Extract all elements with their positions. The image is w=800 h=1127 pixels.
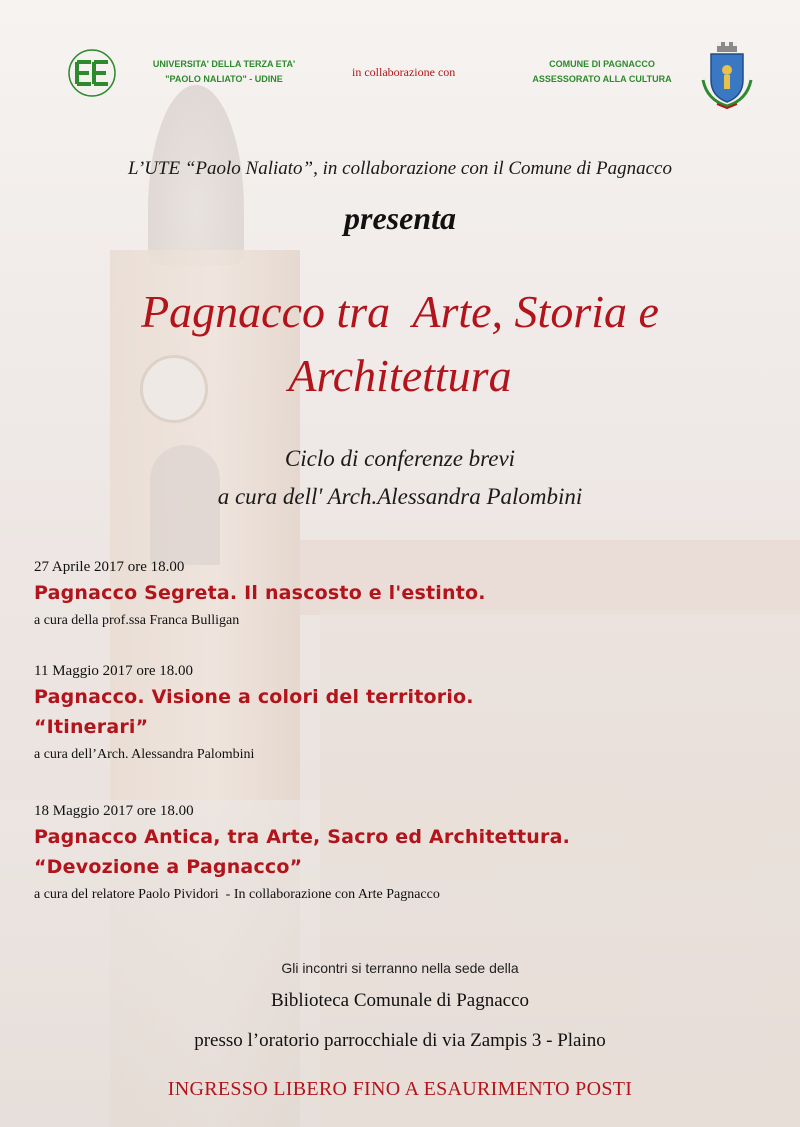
comune-organization xyxy=(497,57,707,87)
event-date: 27 Aprile 2017 ore 18.00 xyxy=(34,559,185,575)
header xyxy=(0,40,800,120)
intro-text: L’UTE “Paolo Naliato”, in collaborazione con il Comune di Pagnacco xyxy=(128,158,672,179)
event-subtitle: “Devozione a Pagnacco” xyxy=(34,856,303,878)
event-title: Pagnacco Segreta. Il nascosto e l'estinto. xyxy=(34,582,486,604)
event-2 xyxy=(34,660,774,766)
event-1 xyxy=(34,556,774,632)
venue-name: Biblioteca Comunale di Pagnacco xyxy=(270,990,529,1011)
main-title-line2: Architettura xyxy=(288,350,512,401)
event-title: Pagnacco. Visione a colori del territorio. xyxy=(34,686,474,708)
ute-city: "PAOLO NALIATO" - UDINE xyxy=(165,74,283,84)
event-date: 18 Maggio 2017 ore 18.00 xyxy=(34,803,194,819)
subtitle-line2: a cura dell' Arch.Alessandra Palombini xyxy=(217,484,583,509)
venue-address: presso l’oratorio parrocchiale di via Zampis 3 - Plaino xyxy=(194,1030,606,1051)
free-entry-notice: INGRESSO LIBERO FINO A ESAURIMENTO POSTI xyxy=(167,1078,633,1100)
ute-name: UNIVERSITA' DELLA TERZA ETA' xyxy=(152,59,296,69)
event-speaker: a cura della prof.ssa Franca Bulligan xyxy=(34,613,240,628)
event-date: 11 Maggio 2017 ore 18.00 xyxy=(34,663,194,679)
ute-logo-icon xyxy=(67,48,117,98)
collaboration-text: in collaborazione con xyxy=(352,65,456,79)
subtitle xyxy=(0,440,800,516)
event-subtitle: “Itinerari” xyxy=(34,716,149,738)
presenta-text: presenta xyxy=(344,200,456,236)
event-speaker: a cura dell’Arch. Alessandra Palombini xyxy=(34,747,255,762)
event-3 xyxy=(34,800,774,906)
assessorato-name: ASSESSORATO ALLA CULTURA xyxy=(532,74,672,84)
municipal-crest-icon xyxy=(697,40,757,110)
subtitle-line1: Ciclo di conferenze brevi xyxy=(284,446,516,471)
event-title: Pagnacco Antica, tra Arte, Sacro ed Architettura. xyxy=(34,826,571,848)
main-title xyxy=(0,280,800,408)
venue-intro: Gli incontri si terranno nella sede della xyxy=(281,960,519,976)
event-speaker: a cura del relatore Paolo Pividori - In collaborazione con Arte Pagnacco xyxy=(34,887,440,902)
main-title-line1: Pagnacco tra Arte, Storia e xyxy=(141,286,659,337)
ute-organization xyxy=(124,57,324,87)
comune-name: COMUNE DI PAGNACCO xyxy=(549,59,655,69)
